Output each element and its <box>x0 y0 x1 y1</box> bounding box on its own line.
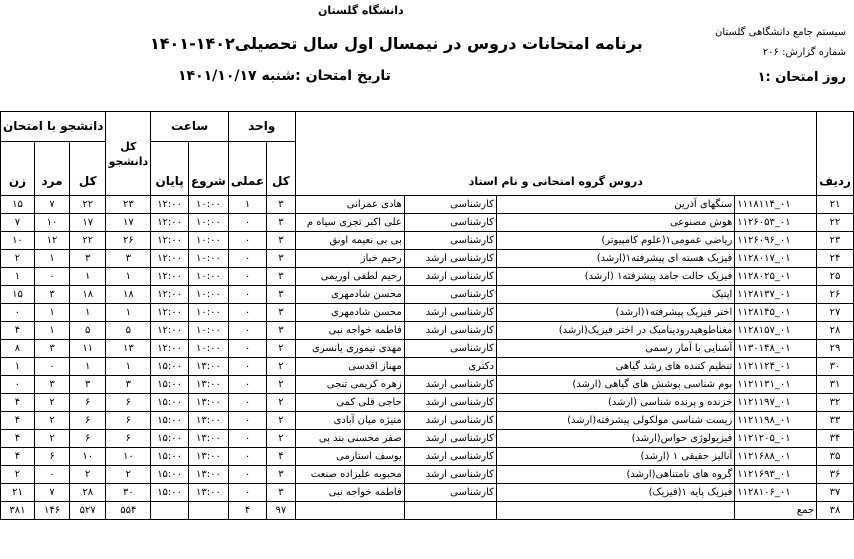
cell-female: ۴ <box>1 394 35 412</box>
header-total: کل <box>70 142 106 196</box>
cell-level: کارشناسی ارشد <box>404 394 496 412</box>
total-end <box>151 502 189 520</box>
cell-course-name: اختر فیزیک پیشرفته۱(ارشد) <box>496 304 734 322</box>
cell-level: کارشناسی ارشد <box>404 250 496 268</box>
cell-total: ۲۲ <box>70 232 106 250</box>
cell-teacher: هادی عمرانی <box>295 196 404 214</box>
cell-end-time: ۱۲:۰۰ <box>151 232 189 250</box>
cell-total: ۱ <box>70 304 106 322</box>
cell-total: ۱ <box>70 268 106 286</box>
cell-course-code: ۱۱۲۱۱۹۸_۰۱ <box>735 412 817 430</box>
cell-male: ۲ <box>34 430 69 448</box>
cell-course-name: سنگهای آذرین <box>496 196 734 214</box>
cell-course-name: ریاضی عمومی۱(علوم کامپیوتر) <box>496 232 734 250</box>
cell-female: ۱ <box>1 268 35 286</box>
cell-male: ۲ <box>34 394 69 412</box>
cell-female: ۰ <box>1 376 35 394</box>
cell-course-code: ۱۱۲۸۱۵۷_۰۱ <box>735 322 817 340</box>
cell-end-time: ۱۵:۰۰ <box>151 376 189 394</box>
cell-start-time: ۱۳:۰۰ <box>188 448 228 466</box>
cell-units: ۳ <box>267 214 295 232</box>
cell-course-code: ۱۱۲۱۱۳۱_۰۱ <box>735 376 817 394</box>
cell-course-name: فیزیک پایه ۱(فیزیک) <box>496 484 734 502</box>
cell-students: ۱۳ <box>106 340 151 358</box>
cell-units: ۳ <box>267 466 295 484</box>
table-row <box>1 196 854 214</box>
cell-row-number: ۳۷ <box>817 484 854 502</box>
cell-students: ۳ <box>106 250 151 268</box>
totals-row <box>1 502 854 520</box>
cell-total: ۱۰ <box>70 448 106 466</box>
header-students-total: کل دانشجو <box>106 112 151 196</box>
cell-practical-units: ۰ <box>228 250 266 268</box>
header-end: پایان <box>151 142 189 196</box>
cell-female: ۱ <box>1 358 35 376</box>
cell-units: ۲ <box>267 412 295 430</box>
cell-male: ۱ <box>34 250 69 268</box>
cell-practical-units: ۰ <box>228 214 266 232</box>
cell-male: ۷ <box>34 484 69 502</box>
system-name: سیستم جامع دانشگاهی گلستان <box>715 27 846 38</box>
cell-total: ۳ <box>70 250 106 268</box>
cell-practical-units: ۰ <box>228 232 266 250</box>
header-time: ساعت <box>151 112 229 142</box>
cell-male: ۳ <box>34 286 69 304</box>
table-row <box>1 430 854 448</box>
cell-units: ۳ <box>267 322 295 340</box>
cell-course-name: آنالیز حقیقی ۱ (ارشد) <box>496 448 734 466</box>
header-start: شروع <box>188 142 228 196</box>
cell-course-code: ۱۱۱۸۱۱۴_۰۱ <box>735 196 817 214</box>
cell-end-time: ۱۲:۰۰ <box>151 304 189 322</box>
cell-teacher: مهدی تیموری یانسری <box>295 340 404 358</box>
cell-start-time: ۱۰:۰۰ <box>188 286 228 304</box>
cell-course-code: ۱۱۳۰۱۴۸_۰۱ <box>735 340 817 358</box>
cell-row-number: ۳۳ <box>817 412 854 430</box>
total-total: ۵۲۷ <box>70 502 106 520</box>
cell-male: ۱۲ <box>34 232 69 250</box>
cell-level: کارشناسی ارشد <box>404 304 496 322</box>
cell-course-code: ۱۱۲۶۰۹۶_۰۱ <box>735 232 817 250</box>
table-row <box>1 484 854 502</box>
table-row <box>1 214 854 232</box>
cell-male: ۰ <box>34 358 69 376</box>
cell-practical-units: ۰ <box>228 286 266 304</box>
cell-course-code: ۱۱۲۸۱۴۵_۰۱ <box>735 304 817 322</box>
cell-units: ۲ <box>267 376 295 394</box>
header-row-number: ردیف <box>817 112 854 196</box>
exam-date: تاریخ امتحان :شنبه ۱۴۰۱/۱۰/۱۷ <box>178 68 391 84</box>
cell-start-time: ۱۳:۰۰ <box>188 484 228 502</box>
cell-practical-units: ۰ <box>228 448 266 466</box>
cell-practical-units: ۱ <box>228 196 266 214</box>
cell-units: ۲ <box>267 340 295 358</box>
cell-male: ۷ <box>34 196 69 214</box>
cell-start-time: ۱۳:۰۰ <box>188 394 228 412</box>
cell-level: کارشناسی <box>404 340 496 358</box>
header-practical: عملی <box>228 142 266 196</box>
header-male: مرد <box>34 142 69 196</box>
cell-course-code: ۱۱۲۱۱۲۴_۰۱ <box>735 358 817 376</box>
total-units: ۹۷ <box>267 502 295 520</box>
cell-female: ۱۵ <box>1 286 35 304</box>
cell-end-time: ۱۲:۰۰ <box>151 268 189 286</box>
cell-total: ۲۲ <box>70 196 106 214</box>
cell-course-code: ۱۱۲۸۱۰۶_۰۱ <box>735 484 817 502</box>
cell-units: ۴ <box>267 448 295 466</box>
cell-end-time: ۱۲:۰۰ <box>151 214 189 232</box>
cell-units: ۲ <box>267 394 295 412</box>
table-row <box>1 322 854 340</box>
cell-female: ۲ <box>1 466 35 484</box>
cell-total: ۱۸ <box>70 286 106 304</box>
cell-units: ۲ <box>267 430 295 448</box>
cell-start-time: ۱۰:۰۰ <box>188 214 228 232</box>
cell-row-number: ۲۴ <box>817 250 854 268</box>
cell-end-time: ۱۵:۰۰ <box>151 448 189 466</box>
cell-students: ۲۶ <box>106 232 151 250</box>
cell-male: ۳ <box>34 340 69 358</box>
cell-row-number: ۲۵ <box>817 268 854 286</box>
cell-course-name: بوم شناسی پوشش های گیاهی (ارشد) <box>496 376 734 394</box>
cell-students: ۶ <box>106 394 151 412</box>
cell-row-number: ۲۷ <box>817 304 854 322</box>
cell-practical-units: ۰ <box>228 376 266 394</box>
cell-course-code: ۱۱۲۱۱۹۷_۰۱ <box>735 394 817 412</box>
cell-course-name: فیزیک هسته ای پیشرفته۱(ارشد) <box>496 250 734 268</box>
cell-practical-units: ۰ <box>228 412 266 430</box>
exam-schedule-table <box>0 111 854 520</box>
table-row <box>1 376 854 394</box>
cell-total: ۲۸ <box>70 484 106 502</box>
cell-row-number: ۳۵ <box>817 448 854 466</box>
cell-units: ۲ <box>267 358 295 376</box>
total-students: ۵۵۴ <box>106 502 151 520</box>
cell-end-time: ۱۵:۰۰ <box>151 430 189 448</box>
header-row-1 <box>1 112 854 142</box>
cell-course-code: ۱۱۲۸۰۲۵_۰۱ <box>735 268 817 286</box>
cell-level: کارشناسی <box>404 196 496 214</box>
cell-total: ۱۱ <box>70 340 106 358</box>
cell-end-time: ۱۵:۰۰ <box>151 358 189 376</box>
header-course: دروس گروه امتحانی و نام استاد <box>295 112 816 196</box>
table-row <box>1 448 854 466</box>
cell-end-time: ۱۲:۰۰ <box>151 250 189 268</box>
cell-level: کارشناسی ارشد <box>404 448 496 466</box>
cell-male: ۰ <box>34 268 69 286</box>
cell-start-time: ۱۰:۰۰ <box>188 232 228 250</box>
cell-end-time: ۱۲:۰۰ <box>151 286 189 304</box>
cell-teacher: صفر محسنی بند پی <box>295 430 404 448</box>
cell-students: ۶ <box>106 430 151 448</box>
total-level <box>404 502 496 520</box>
cell-row-number: ۲۸ <box>817 322 854 340</box>
cell-students: ۱ <box>106 358 151 376</box>
cell-teacher: منیژه میان آبادی <box>295 412 404 430</box>
cell-units: ۳ <box>267 268 295 286</box>
cell-course-name: فیزیولوژی حواس(ارشد) <box>496 430 734 448</box>
header-by-exam: دانشجو با امتحان <box>1 112 106 142</box>
cell-practical-units: ۰ <box>228 484 266 502</box>
cell-female: ۴ <box>1 430 35 448</box>
page-title: برنامه امتحانات دروس در نیمسال اول سال تحصیلی۱۴۰۲-۱۴۰۱ <box>150 34 643 53</box>
cell-level: کارشناسی <box>404 232 496 250</box>
cell-level: کارشناسی <box>404 484 496 502</box>
cell-female: ۴ <box>1 448 35 466</box>
cell-row-number: ۲۲ <box>817 214 854 232</box>
university-name: دانشگاه گلستان <box>318 4 404 17</box>
cell-teacher: زهره کریمی تنجی <box>295 376 404 394</box>
cell-students: ۱۰ <box>106 448 151 466</box>
cell-units: ۳ <box>267 286 295 304</box>
cell-male: ۰ <box>34 466 69 484</box>
header-female: زن <box>1 142 35 196</box>
table-row <box>1 466 854 484</box>
cell-practical-units: ۰ <box>228 304 266 322</box>
cell-students: ۱ <box>106 268 151 286</box>
cell-level: کارشناسی ارشد <box>404 376 496 394</box>
cell-level: کارشناسی <box>404 214 496 232</box>
cell-level: کارشناسی ارشد <box>404 268 496 286</box>
cell-practical-units: ۰ <box>228 466 266 484</box>
cell-total: ۱۷ <box>70 214 106 232</box>
cell-students: ۲۳ <box>106 196 151 214</box>
cell-teacher: رحیم خباز <box>295 250 404 268</box>
cell-row-number: ۲۶ <box>817 286 854 304</box>
cell-teacher: حاجی قلی کمی <box>295 394 404 412</box>
cell-teacher: محسن شادمهری <box>295 286 404 304</box>
total-teacher <box>295 502 404 520</box>
cell-female: ۱۵ <box>1 196 35 214</box>
cell-end-time: ۱۵:۰۰ <box>151 484 189 502</box>
total-practical: ۴ <box>228 502 266 520</box>
cell-practical-units: ۰ <box>228 340 266 358</box>
cell-level: کارشناسی <box>404 286 496 304</box>
cell-start-time: ۱۰:۰۰ <box>188 196 228 214</box>
cell-course-code: ۱۱۲۸۱۳۷_۰۱ <box>735 286 817 304</box>
cell-start-time: ۱۳:۰۰ <box>188 376 228 394</box>
cell-start-time: ۱۳:۰۰ <box>188 412 228 430</box>
cell-female: ۴ <box>1 412 35 430</box>
cell-end-time: ۱۵:۰۰ <box>151 466 189 484</box>
cell-total: ۲ <box>70 466 106 484</box>
cell-level: کارشناسی ارشد <box>404 412 496 430</box>
cell-practical-units: ۰ <box>228 268 266 286</box>
cell-units: ۳ <box>267 232 295 250</box>
cell-practical-units: ۰ <box>228 358 266 376</box>
cell-female: ۴ <box>1 322 35 340</box>
cell-students: ۵ <box>106 322 151 340</box>
cell-students: ۱۷ <box>106 214 151 232</box>
cell-level: کارشناسی ارشد <box>404 430 496 448</box>
cell-students: ۳ <box>106 376 151 394</box>
cell-students: ۱۸ <box>106 286 151 304</box>
cell-row-number: ۳۰ <box>817 358 854 376</box>
cell-students: ۶ <box>106 412 151 430</box>
cell-teacher: فاطمه خواجه نبی <box>295 484 404 502</box>
total-male: ۱۴۶ <box>34 502 69 520</box>
cell-end-time: ۱۵:۰۰ <box>151 412 189 430</box>
table-row <box>1 232 854 250</box>
table-row <box>1 358 854 376</box>
cell-female: ۲ <box>1 250 35 268</box>
cell-teacher: مهناز اقدسی <box>295 358 404 376</box>
cell-teacher: علی اکبر تجری سیاه م <box>295 214 404 232</box>
cell-practical-units: ۰ <box>228 322 266 340</box>
cell-course-code: ۱۱۲۸۰۱۷_۰۱ <box>735 250 817 268</box>
table-row <box>1 286 854 304</box>
cell-start-time: ۱۰:۰۰ <box>188 250 228 268</box>
cell-row-number: ۲۱ <box>817 196 854 214</box>
cell-total: ۱ <box>70 358 106 376</box>
report-number: شماره گزارش: ۲۰۶ <box>762 47 846 58</box>
cell-row-number: ۲۳ <box>817 232 854 250</box>
cell-course-name: گروه های نامتناهی(ارشد) <box>496 466 734 484</box>
cell-male: ۳ <box>34 376 69 394</box>
cell-end-time: ۱۲:۰۰ <box>151 340 189 358</box>
cell-male: ۱ <box>34 304 69 322</box>
cell-row-number: ۲۹ <box>817 340 854 358</box>
cell-teacher: فاطمه خواجه نبی <box>295 322 404 340</box>
cell-course-name: زیست شناسی مولکولی پیشرفته(ارشد) <box>496 412 734 430</box>
cell-course-name: تنظیم کننده های رشد گیاهی <box>496 358 734 376</box>
cell-teacher: رحیم لطفی اوریمی <box>295 268 404 286</box>
cell-level: کارشناسی ارشد <box>404 322 496 340</box>
cell-course-name: مغناطوهیدرودینامیک در اختر فیزیک(ارشد) <box>496 322 734 340</box>
cell-male: ۱ <box>34 322 69 340</box>
cell-row-number: ۳۴ <box>817 430 854 448</box>
table-row <box>1 340 854 358</box>
cell-start-time: ۱۰:۰۰ <box>188 268 228 286</box>
cell-course-code: ۱۱۲۱۶۹۳_۰۱ <box>735 466 817 484</box>
cell-students: ۱ <box>106 304 151 322</box>
cell-teacher: محسن شادمهری <box>295 304 404 322</box>
cell-course-name: هوش مصنوعی <box>496 214 734 232</box>
table-row <box>1 412 854 430</box>
cell-total: ۵ <box>70 322 106 340</box>
total-female: ۳۸۱ <box>1 502 35 520</box>
cell-course-name: فیزیک حالت جامد پیشرفته۱ (ارشد) <box>496 268 734 286</box>
cell-teacher: بی بی نعیمه اونق <box>295 232 404 250</box>
cell-units: ۳ <box>267 196 295 214</box>
cell-total: ۳ <box>70 376 106 394</box>
cell-female: ۸ <box>1 340 35 358</box>
cell-start-time: ۱۳:۰۰ <box>188 358 228 376</box>
cell-male: ۲ <box>34 412 69 430</box>
cell-units: ۳ <box>267 484 295 502</box>
table-row <box>1 250 854 268</box>
cell-total: ۶ <box>70 394 106 412</box>
total-course <box>496 502 734 520</box>
total-row-number: ۳۸ <box>817 502 854 520</box>
table-row <box>1 304 854 322</box>
cell-course-name: اپتیک <box>496 286 734 304</box>
header-units: واحد <box>228 112 295 142</box>
cell-female: ۱۰ <box>1 232 35 250</box>
cell-practical-units: ۰ <box>228 394 266 412</box>
table-row <box>1 268 854 286</box>
table-row <box>1 394 854 412</box>
cell-start-time: ۱۰:۰۰ <box>188 322 228 340</box>
cell-level: دکتری <box>404 358 496 376</box>
cell-end-time: ۱۵:۰۰ <box>151 394 189 412</box>
cell-units: ۳ <box>267 304 295 322</box>
cell-start-time: ۱۳:۰۰ <box>188 430 228 448</box>
cell-start-time: ۱۰:۰۰ <box>188 340 228 358</box>
cell-units: ۳ <box>267 250 295 268</box>
cell-teacher: یوسف استارمی <box>295 448 404 466</box>
cell-students: ۲ <box>106 466 151 484</box>
cell-male: ۱۰ <box>34 214 69 232</box>
cell-course-code: ۱۱۲۶۰۵۳_۰۱ <box>735 214 817 232</box>
cell-female: ۷ <box>1 214 35 232</box>
header-unit-total: کل <box>267 142 295 196</box>
cell-row-number: ۳۱ <box>817 376 854 394</box>
cell-practical-units: ۰ <box>228 430 266 448</box>
cell-male: ۶ <box>34 448 69 466</box>
cell-total: ۶ <box>70 412 106 430</box>
cell-row-number: ۳۶ <box>817 466 854 484</box>
total-start <box>188 502 228 520</box>
cell-course-name: آشنایی با آمار رسمی <box>496 340 734 358</box>
cell-female: ۲۱ <box>1 484 35 502</box>
cell-course-name: خزنده و پرنده شناسی (ارشد) <box>496 394 734 412</box>
cell-course-code: ۱۱۲۱۲۰۵_۰۱ <box>735 430 817 448</box>
cell-start-time: ۱۳:۰۰ <box>188 466 228 484</box>
cell-start-time: ۱۰:۰۰ <box>188 304 228 322</box>
cell-end-time: ۱۲:۰۰ <box>151 322 189 340</box>
cell-course-code: ۱۱۲۱۶۸۸_۰۱ <box>735 448 817 466</box>
exam-day: روز امتحان :۱ <box>757 70 846 85</box>
cell-students: ۳۰ <box>106 484 151 502</box>
total-label: جمع <box>735 502 817 520</box>
cell-level: کارشناسی ارشد <box>404 466 496 484</box>
cell-row-number: ۳۲ <box>817 394 854 412</box>
cell-total: ۶ <box>70 430 106 448</box>
cell-female: ۰ <box>1 304 35 322</box>
cell-teacher: محبوبه علیزاده صنعت <box>295 466 404 484</box>
cell-end-time: ۱۲:۰۰ <box>151 196 189 214</box>
